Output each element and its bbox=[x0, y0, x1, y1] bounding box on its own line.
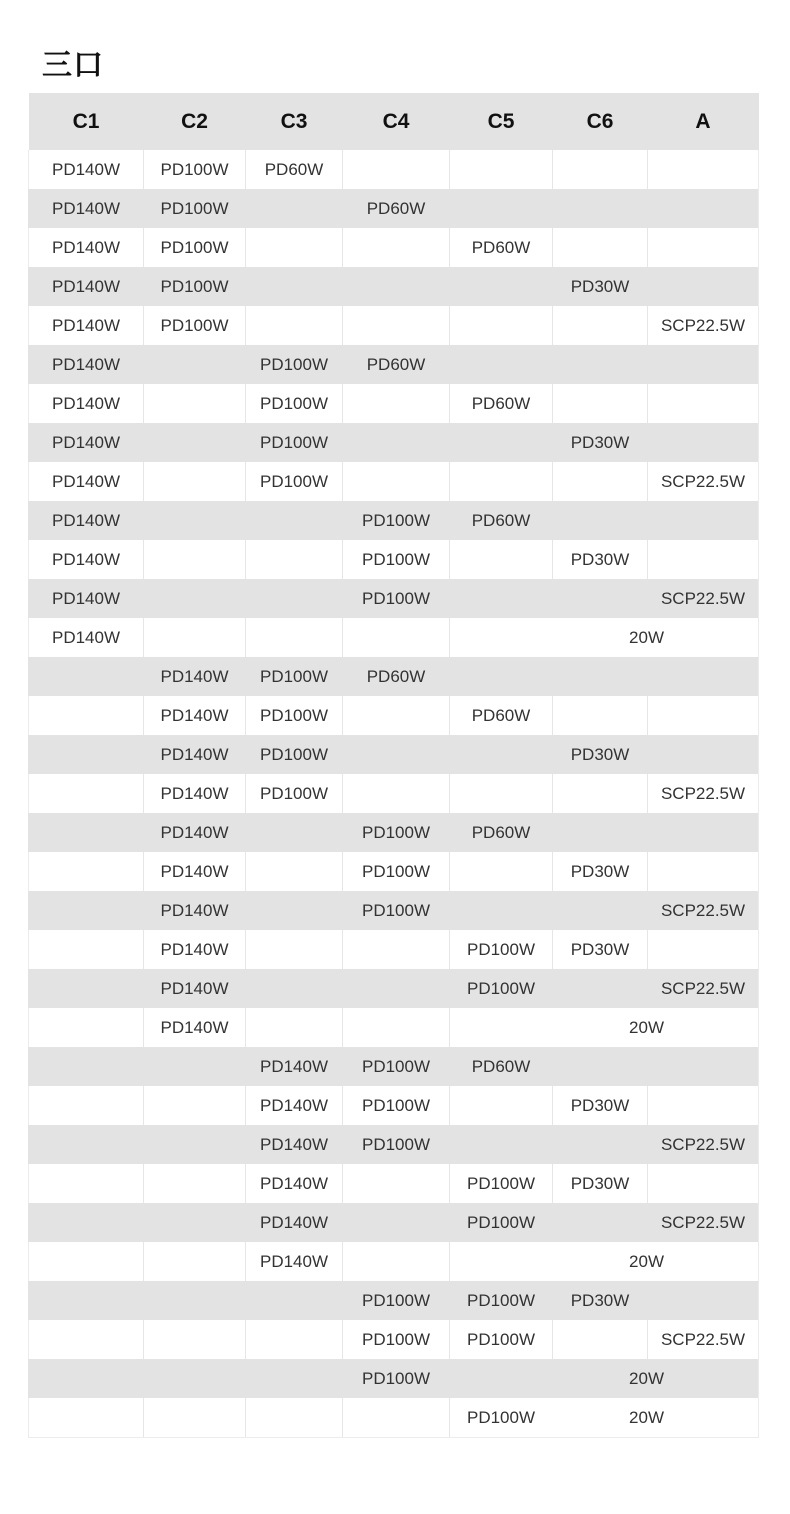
table-cell bbox=[29, 657, 144, 696]
table-row bbox=[29, 1047, 759, 1086]
table-cell bbox=[343, 696, 450, 735]
table-cell bbox=[450, 462, 553, 501]
table-cell: PD140W bbox=[144, 1008, 246, 1047]
table-cell bbox=[553, 969, 648, 1008]
table-cell: SCP22.5W bbox=[648, 969, 759, 1008]
table-cell: PD140W bbox=[29, 150, 144, 189]
table-cell: PD100W bbox=[450, 930, 553, 969]
table-cell bbox=[144, 1320, 246, 1359]
table-cell bbox=[648, 501, 759, 540]
table-cell bbox=[246, 1359, 343, 1398]
table-cell bbox=[648, 228, 759, 267]
table-cell bbox=[144, 1086, 246, 1125]
table-cell: PD140W bbox=[29, 189, 144, 228]
table-cell bbox=[144, 1398, 246, 1438]
table-cell: SCP22.5W bbox=[648, 579, 759, 618]
table-cell: PD60W bbox=[450, 228, 553, 267]
table-cell bbox=[246, 306, 343, 345]
table-row bbox=[29, 384, 759, 423]
table-cell: PD140W bbox=[29, 423, 144, 462]
table-cell bbox=[553, 1047, 648, 1086]
table-cell bbox=[144, 501, 246, 540]
table-cell bbox=[450, 1359, 553, 1398]
table-cell bbox=[144, 1242, 246, 1281]
table-cell bbox=[450, 735, 553, 774]
table-cell: PD140W bbox=[29, 618, 144, 657]
table-cell bbox=[450, 540, 553, 579]
table-row bbox=[29, 1398, 759, 1438]
table-cell bbox=[648, 267, 759, 306]
table-cell: PD30W bbox=[553, 930, 648, 969]
table-cell bbox=[553, 774, 648, 813]
table-row bbox=[29, 579, 759, 618]
table-cell bbox=[29, 1008, 144, 1047]
table-cell: PD60W bbox=[343, 657, 450, 696]
table-cell: PD30W bbox=[553, 735, 648, 774]
table-cell: SCP22.5W bbox=[648, 1203, 759, 1242]
table-cell: PD100W bbox=[450, 969, 553, 1008]
table-cell bbox=[450, 423, 553, 462]
table-cell bbox=[648, 540, 759, 579]
table-row bbox=[29, 930, 759, 969]
table-cell: PD100W bbox=[343, 1320, 450, 1359]
table-cell bbox=[648, 696, 759, 735]
table-cell bbox=[246, 540, 343, 579]
table-cell: PD100W bbox=[343, 852, 450, 891]
table-row bbox=[29, 501, 759, 540]
table-cell bbox=[343, 150, 450, 189]
table-cell: PD140W bbox=[246, 1125, 343, 1164]
table-cell: PD100W bbox=[246, 657, 343, 696]
table-cell bbox=[144, 579, 246, 618]
table-row bbox=[29, 1164, 759, 1203]
table-cell: PD100W bbox=[246, 423, 343, 462]
table-cell bbox=[29, 1164, 144, 1203]
table-cell: PD30W bbox=[553, 267, 648, 306]
table-cell: PD100W bbox=[144, 150, 246, 189]
table-cell: PD100W bbox=[343, 1359, 450, 1398]
table-row bbox=[29, 306, 759, 345]
table-row bbox=[29, 1203, 759, 1242]
table-cell: PD140W bbox=[144, 735, 246, 774]
table-cell bbox=[246, 267, 343, 306]
table-cell bbox=[648, 1086, 759, 1125]
table-cell bbox=[648, 657, 759, 696]
table-cell bbox=[553, 345, 648, 384]
table-cell: PD140W bbox=[29, 306, 144, 345]
table-cell: PD140W bbox=[144, 657, 246, 696]
table-cell bbox=[450, 345, 553, 384]
table-cell: PD100W bbox=[144, 228, 246, 267]
header-c4: C4 bbox=[343, 93, 450, 150]
table-cell bbox=[343, 618, 450, 657]
table-cell: PD60W bbox=[246, 150, 343, 189]
table-cell bbox=[29, 1320, 144, 1359]
table-cell bbox=[450, 189, 553, 228]
table-cell bbox=[246, 228, 343, 267]
table-row bbox=[29, 1086, 759, 1125]
table-cell bbox=[343, 969, 450, 1008]
table-cell: PD140W bbox=[246, 1242, 343, 1281]
table-cell: SCP22.5W bbox=[648, 1125, 759, 1164]
table-row bbox=[29, 1008, 759, 1047]
table-cell bbox=[29, 1398, 144, 1438]
table-cell: PD60W bbox=[450, 384, 553, 423]
table-cell: SCP22.5W bbox=[648, 891, 759, 930]
table-cell bbox=[29, 969, 144, 1008]
table-row bbox=[29, 423, 759, 462]
table-cell: PD100W bbox=[450, 1320, 553, 1359]
table-cell bbox=[29, 930, 144, 969]
table-cell bbox=[648, 930, 759, 969]
table-cell: PD100W bbox=[343, 891, 450, 930]
table-cell bbox=[553, 1320, 648, 1359]
table-cell: PD140W bbox=[29, 501, 144, 540]
table-cell bbox=[343, 1203, 450, 1242]
table-cell: PD140W bbox=[144, 969, 246, 1008]
table-cell: SCP22.5W bbox=[648, 774, 759, 813]
table-cell: PD140W bbox=[144, 891, 246, 930]
table-cell bbox=[144, 618, 246, 657]
table-row bbox=[29, 696, 759, 735]
table-cell bbox=[450, 1242, 553, 1281]
table-cell: PD140W bbox=[29, 540, 144, 579]
table-cell bbox=[648, 150, 759, 189]
table-cell bbox=[450, 1008, 553, 1047]
table-cell: PD140W bbox=[144, 774, 246, 813]
table-row bbox=[29, 540, 759, 579]
table-cell: PD60W bbox=[343, 345, 450, 384]
table-cell bbox=[246, 1320, 343, 1359]
table-cell bbox=[553, 813, 648, 852]
table-cell: PD140W bbox=[29, 345, 144, 384]
table-cell: PD30W bbox=[553, 423, 648, 462]
table-row bbox=[29, 189, 759, 228]
table-cell: PD140W bbox=[144, 930, 246, 969]
table-cell: PD100W bbox=[246, 384, 343, 423]
table-cell bbox=[450, 852, 553, 891]
table-cell bbox=[246, 1008, 343, 1047]
table-cell bbox=[144, 1125, 246, 1164]
table-cell bbox=[553, 579, 648, 618]
table-cell bbox=[553, 189, 648, 228]
table-cell: PD140W bbox=[29, 462, 144, 501]
table-cell bbox=[144, 423, 246, 462]
table-cell bbox=[648, 813, 759, 852]
table-row bbox=[29, 852, 759, 891]
table-row bbox=[29, 774, 759, 813]
table-row bbox=[29, 969, 759, 1008]
table-cell: PD140W bbox=[29, 384, 144, 423]
table-cell bbox=[648, 1164, 759, 1203]
table-cell bbox=[553, 1125, 648, 1164]
table-cell bbox=[246, 813, 343, 852]
table-cell: PD30W bbox=[553, 1164, 648, 1203]
table-cell bbox=[246, 852, 343, 891]
table-row bbox=[29, 1242, 759, 1281]
table-cell bbox=[553, 891, 648, 930]
table-cell bbox=[29, 774, 144, 813]
table-cell: PD30W bbox=[553, 540, 648, 579]
table-cell: PD140W bbox=[246, 1086, 343, 1125]
page-title: 三口 bbox=[42, 48, 104, 83]
table-cell: PD140W bbox=[29, 228, 144, 267]
table-row bbox=[29, 1281, 759, 1320]
table-cell bbox=[553, 657, 648, 696]
table-cell: PD30W bbox=[553, 1086, 648, 1125]
table-cell bbox=[144, 1047, 246, 1086]
table-cell bbox=[450, 1125, 553, 1164]
table-body bbox=[29, 150, 759, 1438]
table-row bbox=[29, 345, 759, 384]
table-cell: PD100W bbox=[144, 189, 246, 228]
table-cell bbox=[29, 735, 144, 774]
table-cell bbox=[648, 1047, 759, 1086]
table-cell: PD100W bbox=[343, 579, 450, 618]
table-cell bbox=[29, 1125, 144, 1164]
table-cell: PD140W bbox=[144, 852, 246, 891]
table-cell bbox=[553, 696, 648, 735]
table-row bbox=[29, 891, 759, 930]
table-cell bbox=[553, 384, 648, 423]
table-cell bbox=[343, 423, 450, 462]
table-cell bbox=[343, 1008, 450, 1047]
table-cell bbox=[246, 189, 343, 228]
table-cell bbox=[343, 774, 450, 813]
table-cell: PD100W bbox=[450, 1281, 553, 1320]
table-cell bbox=[553, 1203, 648, 1242]
table-cell bbox=[450, 150, 553, 189]
table-cell: PD100W bbox=[246, 774, 343, 813]
table-row bbox=[29, 150, 759, 189]
table-cell bbox=[246, 969, 343, 1008]
table-cell: PD140W bbox=[246, 1047, 343, 1086]
table-row bbox=[29, 813, 759, 852]
table-cell bbox=[144, 1203, 246, 1242]
table-cell: PD60W bbox=[343, 189, 450, 228]
table-cell bbox=[450, 267, 553, 306]
table-cell bbox=[553, 306, 648, 345]
table-cell bbox=[29, 696, 144, 735]
table-cell: PD100W bbox=[246, 462, 343, 501]
table-cell: PD100W bbox=[343, 501, 450, 540]
table-cell bbox=[553, 228, 648, 267]
table-cell bbox=[144, 540, 246, 579]
table-row bbox=[29, 1359, 759, 1398]
table-row bbox=[29, 267, 759, 306]
table-cell: PD140W bbox=[144, 813, 246, 852]
table-cell: PD100W bbox=[246, 345, 343, 384]
header-a: A bbox=[648, 93, 759, 150]
table-cell: PD100W bbox=[343, 540, 450, 579]
table-row bbox=[29, 462, 759, 501]
table-cell bbox=[450, 774, 553, 813]
header-c5: C5 bbox=[450, 93, 553, 150]
table-cell: PD100W bbox=[450, 1398, 553, 1438]
table-cell bbox=[29, 891, 144, 930]
table-cell bbox=[246, 501, 343, 540]
table-cell bbox=[29, 1047, 144, 1086]
table-cell bbox=[553, 150, 648, 189]
table-header-row bbox=[29, 93, 759, 150]
table-cell bbox=[246, 1398, 343, 1438]
table-cell bbox=[343, 1398, 450, 1438]
table-cell bbox=[343, 1164, 450, 1203]
table-cell: PD140W bbox=[246, 1203, 343, 1242]
table-cell bbox=[144, 1359, 246, 1398]
table-row bbox=[29, 657, 759, 696]
table-cell bbox=[343, 930, 450, 969]
table-cell bbox=[246, 930, 343, 969]
table-row bbox=[29, 1320, 759, 1359]
table-cell: PD30W bbox=[553, 852, 648, 891]
table-cell: PD100W bbox=[144, 267, 246, 306]
table-cell bbox=[343, 384, 450, 423]
table-cell bbox=[343, 228, 450, 267]
table-row bbox=[29, 735, 759, 774]
table-cell bbox=[343, 735, 450, 774]
header-c3: C3 bbox=[246, 93, 343, 150]
table-cell: PD140W bbox=[246, 1164, 343, 1203]
table-cell bbox=[648, 423, 759, 462]
table-cell bbox=[343, 306, 450, 345]
table-cell bbox=[29, 852, 144, 891]
table-cell: PD100W bbox=[450, 1203, 553, 1242]
table-cell bbox=[144, 1281, 246, 1320]
header-c2: C2 bbox=[144, 93, 246, 150]
table-cell bbox=[450, 1086, 553, 1125]
table-cell-combined-output: 20W bbox=[553, 1008, 759, 1047]
table-cell: PD100W bbox=[343, 1125, 450, 1164]
table-cell bbox=[144, 345, 246, 384]
table-cell bbox=[553, 462, 648, 501]
table-cell bbox=[450, 579, 553, 618]
table-cell: PD60W bbox=[450, 696, 553, 735]
table-cell bbox=[29, 1281, 144, 1320]
table-cell bbox=[450, 618, 553, 657]
table-cell: PD100W bbox=[343, 1086, 450, 1125]
table-cell bbox=[648, 189, 759, 228]
table-cell bbox=[29, 1242, 144, 1281]
table-cell: PD60W bbox=[450, 1047, 553, 1086]
table-cell: PD140W bbox=[29, 267, 144, 306]
table-cell: PD100W bbox=[450, 1164, 553, 1203]
table-cell bbox=[144, 462, 246, 501]
table-cell: PD100W bbox=[343, 1047, 450, 1086]
table-cell bbox=[246, 891, 343, 930]
table-cell bbox=[648, 1281, 759, 1320]
table-cell: PD30W bbox=[553, 1281, 648, 1320]
table-cell: SCP22.5W bbox=[648, 306, 759, 345]
table-row bbox=[29, 228, 759, 267]
table-cell: PD100W bbox=[246, 735, 343, 774]
table-cell-combined-output: 20W bbox=[553, 1398, 759, 1438]
table-cell bbox=[648, 384, 759, 423]
table-cell: PD140W bbox=[29, 579, 144, 618]
table-cell-combined-output: 20W bbox=[553, 1242, 759, 1281]
table-cell bbox=[29, 813, 144, 852]
table-cell bbox=[343, 462, 450, 501]
table-cell: PD140W bbox=[144, 696, 246, 735]
table-cell bbox=[648, 852, 759, 891]
table-cell: PD60W bbox=[450, 501, 553, 540]
table-cell bbox=[343, 267, 450, 306]
table-cell: PD100W bbox=[343, 1281, 450, 1320]
table-cell: SCP22.5W bbox=[648, 462, 759, 501]
table-cell bbox=[144, 1164, 246, 1203]
table-cell-combined-output: 20W bbox=[553, 618, 759, 657]
table-cell: PD100W bbox=[343, 813, 450, 852]
table-cell bbox=[29, 1203, 144, 1242]
table-row bbox=[29, 1125, 759, 1164]
table-cell bbox=[648, 735, 759, 774]
table-cell bbox=[450, 891, 553, 930]
port-combination-table bbox=[28, 93, 759, 1438]
table-cell bbox=[29, 1359, 144, 1398]
table-cell: PD100W bbox=[144, 306, 246, 345]
table-cell bbox=[553, 501, 648, 540]
table-cell bbox=[246, 1281, 343, 1320]
table-cell: SCP22.5W bbox=[648, 1320, 759, 1359]
table-cell: PD100W bbox=[246, 696, 343, 735]
table-cell bbox=[343, 1242, 450, 1281]
table-cell bbox=[144, 384, 246, 423]
table-cell bbox=[246, 618, 343, 657]
table-cell-combined-output: 20W bbox=[553, 1359, 759, 1398]
table-cell: PD60W bbox=[450, 813, 553, 852]
table-cell bbox=[246, 579, 343, 618]
table-cell bbox=[450, 657, 553, 696]
table-row bbox=[29, 618, 759, 657]
header-c1: C1 bbox=[29, 93, 144, 150]
table-cell bbox=[450, 306, 553, 345]
table-cell bbox=[648, 345, 759, 384]
table-cell bbox=[29, 1086, 144, 1125]
header-c6: C6 bbox=[553, 93, 648, 150]
